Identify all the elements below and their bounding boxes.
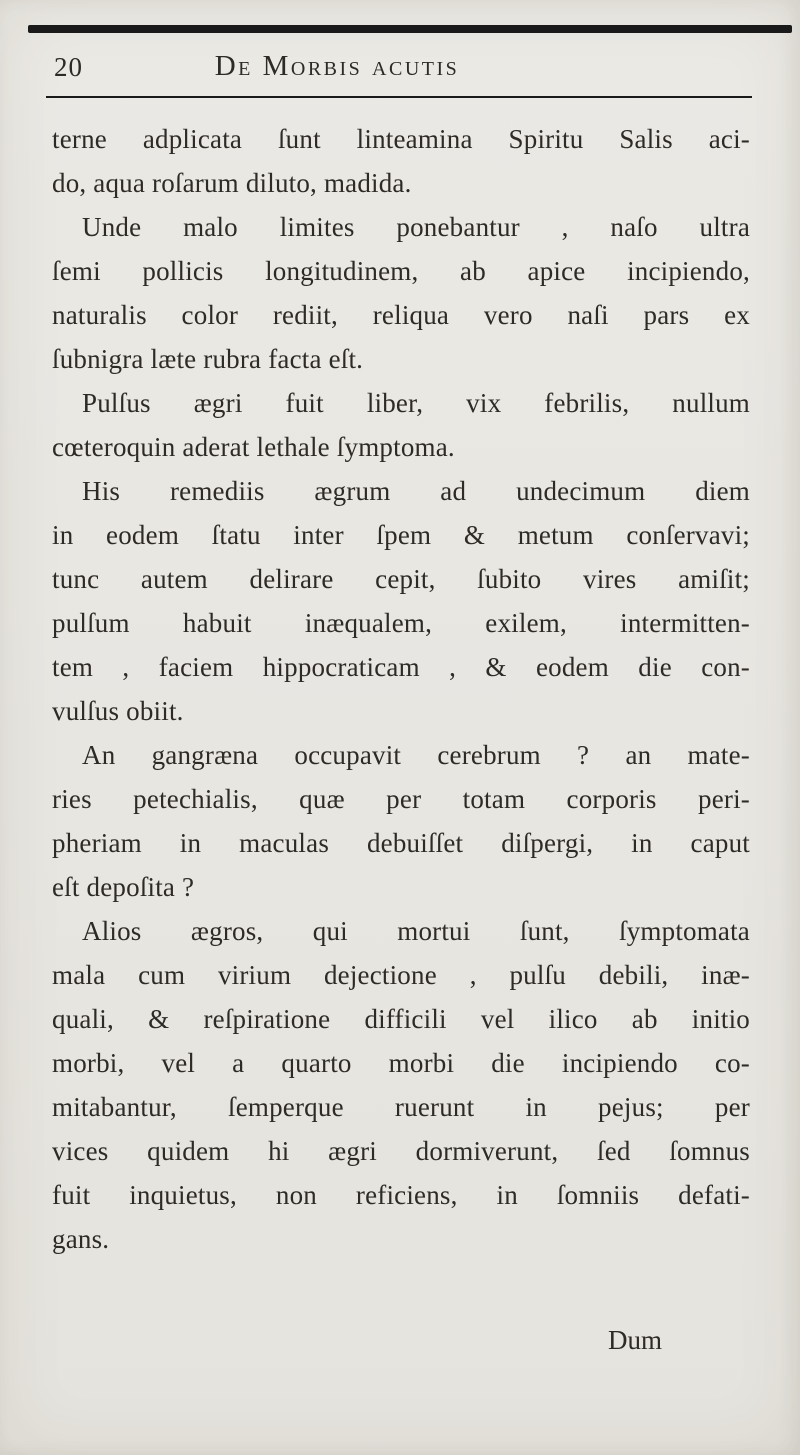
running-title: De Morbis acutis — [214, 50, 460, 82]
text-line: gans. — [52, 1224, 110, 1254]
page-header — [52, 48, 750, 88]
text-line: ſubnigra læte rubra facta eſt. — [52, 344, 364, 374]
text-line: tunc autem delirare cepit, ſubito vires amiſit; — [52, 564, 750, 594]
text-line: naturalis color rediit, reliqua vero naſi pars ex — [52, 300, 750, 330]
text-line: ries petechialis, quæ per totam corporis peri- — [52, 784, 750, 814]
text-line: An gangræna occupavit cerebrum ? an mate- — [82, 740, 750, 770]
top-rule — [28, 25, 792, 33]
text-line: pulſum habuit inæqualem, exilem, intermitten- — [52, 608, 750, 638]
text-line: vices quidem hi ægri dormiverunt, ſed ſomnus — [52, 1136, 750, 1166]
running-title-wrap — [52, 50, 750, 83]
text-line: in eodem ſtatu inter ſpem & metum conſervavi; — [52, 520, 750, 550]
text-line: His remediis ægrum ad undecimum diem — [82, 476, 750, 506]
text-line: eſt depoſita ? — [52, 872, 195, 902]
text-line: Pulſus ægri fuit liber, vix febrilis, nullum — [82, 388, 750, 418]
text-line: ſemi pollicis longitudinem, ab apice incipiendo, — [52, 256, 750, 286]
page-number: 20 — [54, 52, 83, 82]
header-rule — [46, 96, 752, 98]
text-line: fuit inquietus, non reficiens, in ſomniis defati- — [52, 1180, 750, 1210]
text-line: Alios ægros, qui mortui ſunt, ſymptomata — [82, 916, 750, 946]
text-line: morbi, vel a quarto morbi die incipiendo co- — [52, 1048, 750, 1078]
body-text — [52, 117, 750, 1261]
text-line: do, aqua roſarum diluto, madida. — [52, 168, 412, 198]
text-line: cœteroquin aderat lethale ſymptoma. — [52, 432, 455, 462]
catchword: Dum — [608, 1325, 662, 1355]
text-line: terne adplicata ſunt linteamina Spiritu Salis aci- — [52, 124, 750, 154]
text-line: mitabantur, ſemperque ruerunt in pejus; per — [52, 1092, 750, 1122]
text-line: vulſus obiit. — [52, 696, 184, 726]
text-line: mala cum virium dejectione , pulſu debili, inæ- — [52, 960, 750, 990]
catchword-row — [52, 1325, 750, 1356]
text-line: pheriam in maculas debuiſſet diſpergi, in caput — [52, 828, 750, 858]
text-line: quali, & reſpiratione difficili vel ilico ab initio — [52, 1004, 750, 1034]
text-line: Unde malo limites ponebantur , naſo ultra — [82, 212, 750, 242]
text-line: tem , faciem hippocraticam , & eodem die con- — [52, 652, 750, 682]
